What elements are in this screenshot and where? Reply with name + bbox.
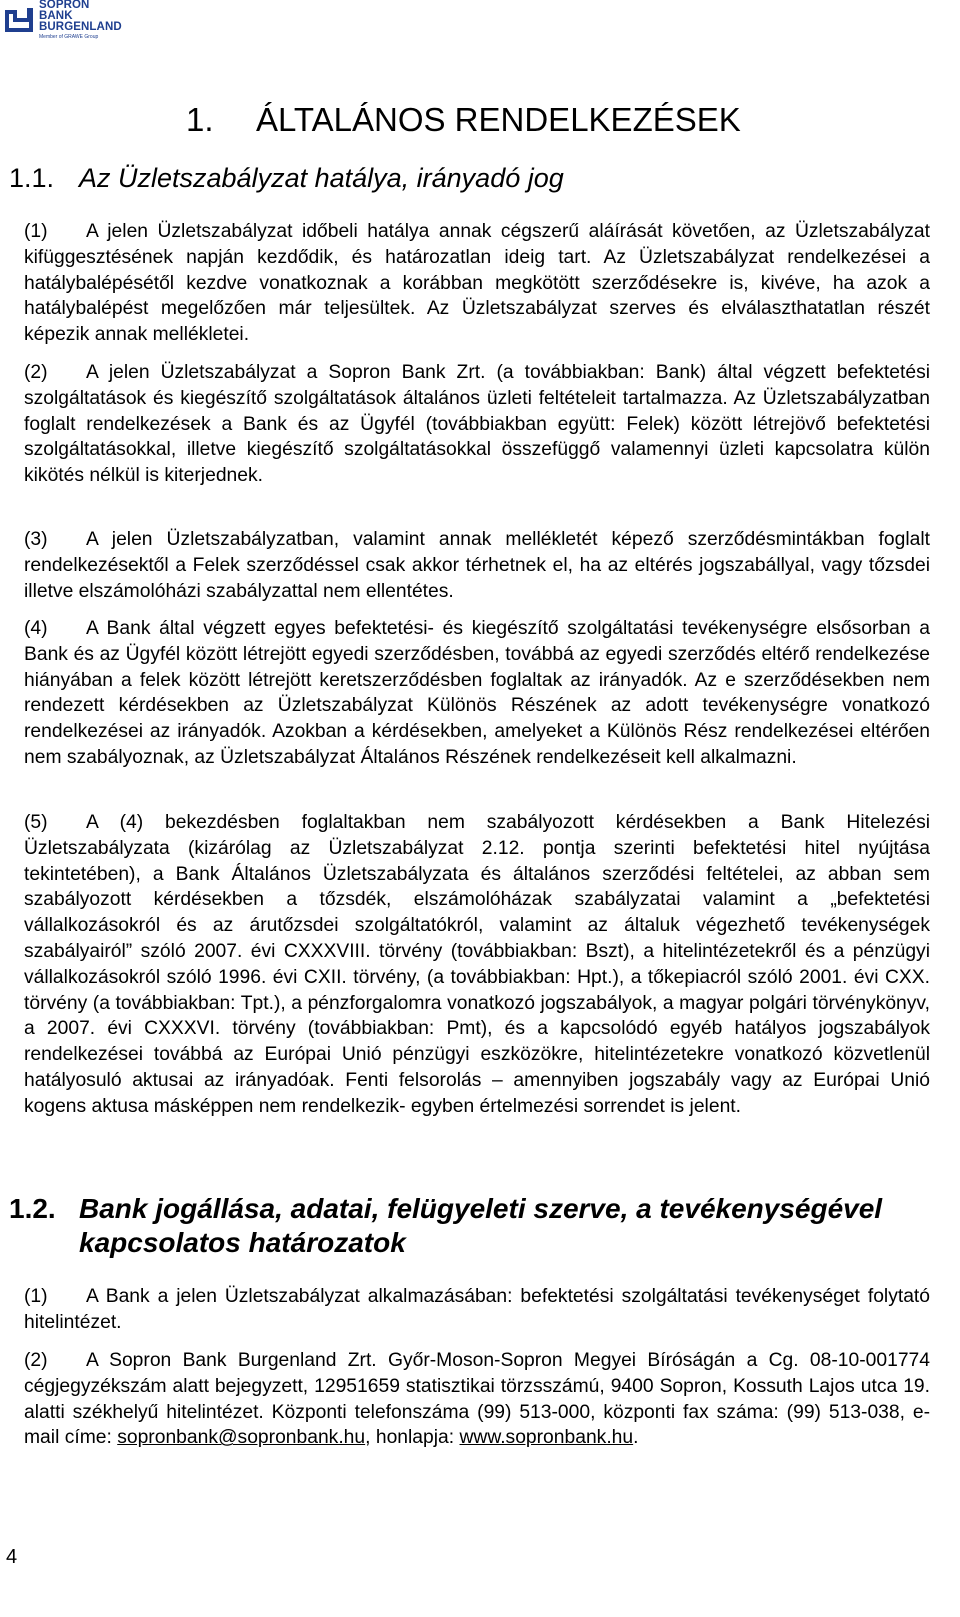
logo-line-2: BANK <box>39 10 73 22</box>
paragraph-text: A Sopron Bank Burgenland Zrt. Győr-Moson-Sopron Megyei Bíróságán a Cg. 08-10-001774 cégjegyzékszám alatt bejegyzett, 12951659 statisztikai törzsszámú, 9400 Sopron, Kossuth Lajos utca 19. alatti székhelyű hitelintézet. Központi telefonszáma (99) 513-000, központi fax száma: (99) 513-038, e-mail címe: <box>24 1350 930 1449</box>
paragraph-number: (2) <box>24 1350 48 1371</box>
paragraph-number: (1) <box>24 1286 48 1307</box>
page-number: 4 <box>6 1546 18 1568</box>
section-heading-1-1 <box>9 163 564 194</box>
paragraph-1-2-2 <box>24 1348 930 1451</box>
paragraph-1-1-1 <box>24 219 930 348</box>
logo-line-1: SOPRON <box>39 0 90 11</box>
section-number: 1.1. <box>9 163 55 193</box>
website-link[interactable]: www.sopronbank.hu <box>459 1427 634 1449</box>
paragraph-1-2-1 <box>24 1284 930 1336</box>
paragraph-number: (3) <box>24 529 48 550</box>
chapter-number: 1. <box>186 101 214 138</box>
bank-logo-mark-icon <box>3 4 35 36</box>
paragraph-1-1-5 <box>24 810 930 1120</box>
paragraph-text-mid: , honlapja: <box>365 1427 460 1449</box>
paragraph-1-1-4 <box>24 616 930 771</box>
paragraph-text: A Bank a jelen Üzletszabályzat alkalmazásában: befektetési szolgáltatási tevékenységet folytató hitelintézet. <box>24 1286 930 1333</box>
section-title: Bank jogállása, adatai, felügyeleti szerve, a tevékenységével kapcsolatos határozatok <box>79 1193 883 1258</box>
logo-line-3: BURGENLAND <box>39 21 122 33</box>
paragraph-text: A jelen Üzletszabályzat a Sopron Bank Zrt. (a továbbiakban: Bank) által végzett befektetési szolgáltatások és kiegészítő szolgáltatások általános üzleti feltételeit tartalmazza. Az Üzletszabályzatban foglalt rendelkezések a Bank és az Ügyfél (továbbiakban együtt: Felek) között létrejövő befektetési szolgáltatásokkal, illetve kiegészítő szolgáltatásokkal összefüggő valamennyi üzleti kapcsolatra külön kikötés nélkül is kiterjednek. <box>24 362 930 487</box>
paragraph-number: (1) <box>24 221 48 242</box>
paragraph-number: (5) <box>24 812 48 833</box>
email-link[interactable]: sopronbank@sopronbank.hu <box>117 1427 366 1449</box>
paragraph-number: (2) <box>24 362 48 383</box>
chapter-heading <box>186 101 741 139</box>
logo <box>3 0 123 42</box>
paragraph-text: A jelen Üzletszabályzatban, valamint annak mellékletét képező szerződésmintákban foglalt rendelkezésektől a Felek szerződéssel csak akkor térhetnek el, ha az eltérés jogszabállyal, vagy tőzsdei illetve elszámolóházi szabályzattal nem ellentétes. <box>24 529 930 602</box>
chapter-title: ÁLTALÁNOS RENDELKEZÉSEK <box>256 101 741 138</box>
paragraph-1-1-3 <box>24 527 930 604</box>
logo-text <box>39 0 122 33</box>
logo-subtitle: Member of GRAWE Group <box>39 34 99 40</box>
paragraph-text: A (4) bekezdésben foglaltakban nem szabályozott kérdésekben a Bank Hitelezési Üzletszabályzata (kizárólag az Üzletszabályzat 2.12. pontja szerinti befektetési hitel nyújtása tekintetében), a Bank Általános Üzletszabályzata és általános szerződési feltételei, az abban sem szabályozott kérdésekben a tőzsdék, elszámolóházak szabályzatai valamint a „befektetési vállalkozásokról és az árutőzsdei szolgáltatókról, valamint az általuk végezhető tevékenységek szabályairól” szóló 2007. évi CXXXVIII. törvény (továbbiakban: Bszt), a hitelintézetekről és a pénzügyi vállalkozásokról szóló 1996. évi CXII. törvény, (a továbbiakban: Hpt.), a tőkepiacról szóló 2001. évi CXX. törvény (a továbbiakban: Tpt.), a pénzforgalomra vonatkozó jogszabályok, a magyar polgári törvénykönyv, a 2007. évi CXXXVI. törvény (továbbiakban: Pmt), és a kapcsolódó egyéb hatályos jogszabályok rendelkezései továbbá az Európai Unió pénzügyi eszközökre, hitelintézetekre vonatkozó közvetlenül hatályosuló aktusai az irányadóak. Fenti felsorolás – amennyiben jogszabály vagy az Európai Unió kogens aktusa másképpen nem rendelkezik- egyben értelmezési sorrendet is jelent. <box>24 812 930 1117</box>
paragraph-number: (4) <box>24 618 48 639</box>
section-number: 1.2. <box>9 1193 56 1224</box>
paragraph-text: A Bank által végzett egyes befektetési- és kiegészítő szolgáltatási tevékenységre elsősorban a Bank és az Ügyfél között létrejött egyedi szerződésben, továbbá az egyedi szerződés eltérő rendelkezése hiányában a felek között létrejött keretszerződésben foglaltak az irányadók. Az e szerződésekben nem rendezett kérdésekben az Üzletszabályzat Különös Részének az adott tevékenységre vonatkozó rendelkezései az irányadók. Azokban a kérdésekben, amelyeket a Különös Rész rendelkezései eltérően nem szabályoznak, az Üzletszabályzat Általános Részének rendelkezéseit kell alkalmazni. <box>24 618 930 768</box>
section-heading-1-2 <box>9 1192 939 1260</box>
paragraph-text: A jelen Üzletszabályzat időbeli hatálya annak cégszerű aláírását követően, az Üzletszabályzat kifüggesztésének napján kezdődik, és határozatlan ideig tart. Az Üzletszabályzat rendelkezései a hatálybalépésétől kezdve vonatkoznak a korábban megkötött szerződésekre is, kivéve, ha azok a hatálybalépést megelőzően már teljesültek. Az Üzletszabályzat szerves és elválaszthatatlan részét képezik annak mellékletei. <box>24 221 930 346</box>
paragraph-text-end: . <box>633 1427 639 1449</box>
section-title: Az Üzletszabályzat hatálya, irányadó jog <box>79 163 564 193</box>
paragraph-1-1-2 <box>24 360 930 489</box>
